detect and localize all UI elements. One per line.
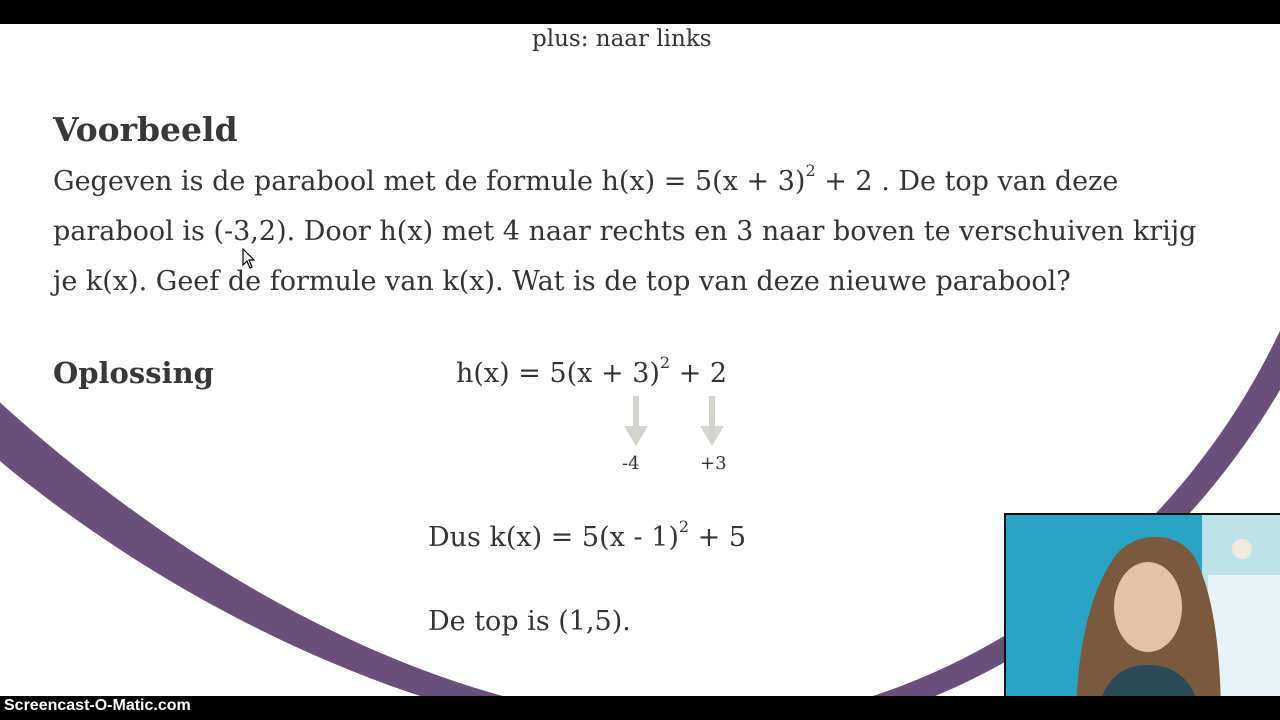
arrow-label-vertical-shift: +3 [700, 453, 727, 474]
down-arrow-icon [624, 396, 648, 448]
heading-oplossing: Oplossing [53, 356, 214, 390]
equation-h-a: h(x) = 5(x + 3) [456, 358, 660, 389]
slide-subheading: plus: naar links [532, 26, 712, 52]
equation-k [428, 517, 747, 553]
equation-h-b: + 2 [670, 358, 728, 389]
down-arrow-icon [700, 396, 724, 448]
recorder-watermark [0, 696, 1280, 720]
presenter-video [1006, 515, 1280, 720]
paragraph-line-1-b: + 2 . De top van deze [815, 166, 1119, 197]
watermark-label: Screencast-O-Matic.com [4, 697, 191, 714]
equation-k-a: Dus k(x) = 5(x - 1) [428, 522, 679, 553]
answer-vertex: De top is (1,5). [428, 606, 631, 637]
paragraph-line-3: je k(x). Geef de formule van k(x). Wat is de top van deze nieuwe parabool? [53, 266, 1071, 297]
exponent: 2 [805, 161, 816, 180]
exponent: 2 [678, 517, 690, 536]
paragraph-line-1 [53, 161, 1119, 197]
webcam-overlay [1004, 513, 1280, 720]
paragraph-line-1-a: Gegeven is de parabool met de formule h(x) = 5(x + 3) [53, 166, 806, 197]
mouse-pointer-icon [242, 248, 256, 270]
paragraph-line-2: parabool is (-3,2). Door h(x) met 4 naar rechts en 3 naar boven te verschuiven krijg [53, 216, 1197, 247]
arrow-label-horizontal-shift: -4 [622, 453, 640, 474]
equation-k-b: + 5 [689, 522, 747, 553]
exponent: 2 [659, 353, 671, 372]
heading-voorbeeld: Voorbeeld [53, 110, 238, 149]
equation-h [456, 353, 728, 389]
